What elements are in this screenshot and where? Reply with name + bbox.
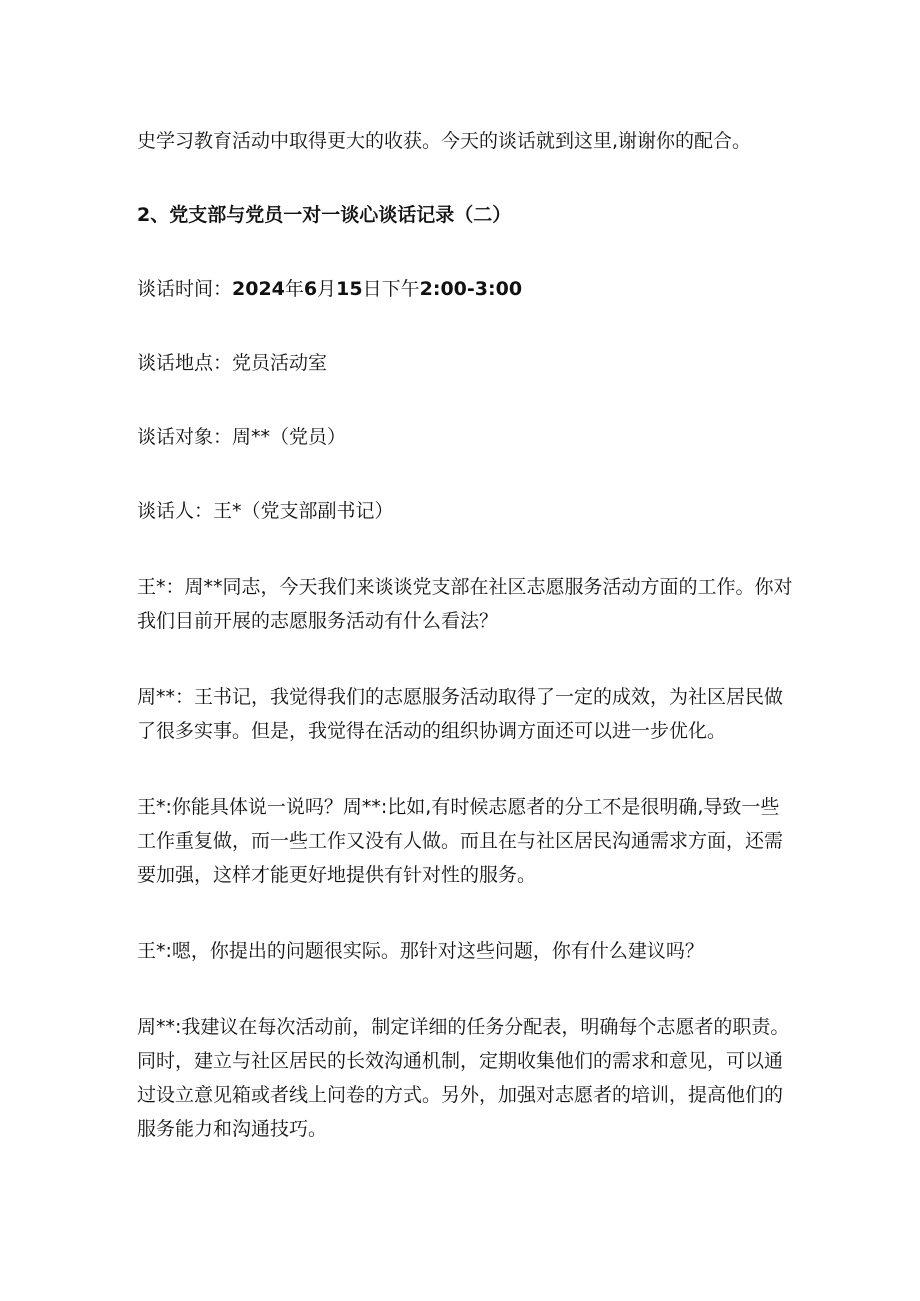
meeting-month: 6 xyxy=(303,278,318,300)
meeting-subject: 谈话对象：周**（党员） xyxy=(137,426,347,448)
meeting-time xyxy=(137,272,797,306)
paragraph-closing: 史学习教育活动中取得更大的收获。今天的谈话就到这里,谢谢你的配合。 xyxy=(137,130,752,152)
meeting-day: 15 xyxy=(336,278,363,300)
meeting-day-unit: 日下午 xyxy=(362,278,420,300)
dialogue-paragraph: 周**：王书记，我觉得我们的志愿服务活动取得了一定的成效，为社区居民做了很多实事。但是，我觉得在活动的组织协调方面还可以进一步优化。 xyxy=(137,686,784,742)
meeting-location: 谈话地点：党员活动室 xyxy=(137,352,328,374)
meeting-interviewer: 谈话人：王*（党支部副书记） xyxy=(137,500,394,522)
section-heading-text: 2、党支部与党员一对一谈心谈话记录（二） xyxy=(137,204,512,226)
meeting-time-label: 谈话时间： xyxy=(137,278,233,300)
dialogue-paragraph: 周**:我建议在每次活动前，制定详细的任务分配表，明确每个志愿者的职责。同时，建立与社区居民的长效沟通机制，定期收集他们的需求和意见，可以通过设立意见箱或者线上问卷的方式。另外，加强对志愿者的培训，提高他们的服务能力和沟通技巧。 xyxy=(137,1016,790,1140)
section-heading xyxy=(137,198,797,232)
meeting-month-unit: 月 xyxy=(317,278,337,300)
dialogue-paragraph: 王*:嗯，你提出的问题很实际。那针对这些问题，你有什么建议吗？ xyxy=(137,940,704,962)
dialogue-paragraph: 王*:你能具体说一说吗？周**:比如,有时候志愿者的分工不是很明确,导致一些工作重复做，而一些工作又没有人做。而且在与社区居民沟通需求方面，还需要加强，这样才能更好地提供有针对性的服务。 xyxy=(137,796,784,886)
meeting-time-range: 2:00-3:00 xyxy=(419,278,523,300)
dialogue-paragraph: 王*：周**同志，今天我们来谈谈党支部在社区志愿服务活动方面的工作。你对我们目前开展的志愿服务活动有什么看法？ xyxy=(137,576,793,632)
meeting-year-unit: 年 xyxy=(284,278,304,300)
meeting-year: 2024 xyxy=(232,278,285,300)
